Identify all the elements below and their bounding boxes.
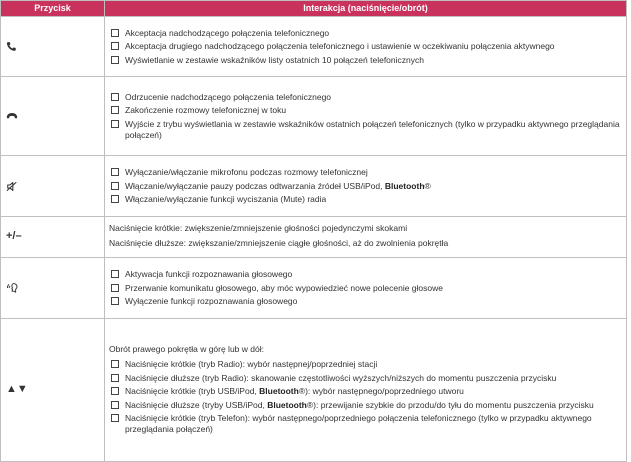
checkbox-square-icon [111,387,119,395]
volume-long-press-text: Naciśnięcie dłuższe: zwiększanie/zmniejszenie ciągłe głośności, aż do zwolnienia pokrętła [109,238,449,248]
list-item: Wyświetlanie w zestawie wskaźników listy ostatnich 10 połączeń telefonicznych [109,55,622,66]
list-item: Odrzucenie nadchodzącego połączenia telefonicznego [109,92,622,103]
volume-short-press-text: Naciśnięcie krótkie: zwiększenie/zmniejszenie głośności pojedynczymi skokami [109,223,408,234]
table-row-voice [1,258,627,319]
list-item: Akceptacja drugiego nadchodzącego połączenia telefonicznego i ustawienie w oczekiwaniu połączenia aktywnego [109,41,622,52]
checkbox-square-icon [111,297,119,305]
interaction-cell-voice [105,258,627,319]
button-cell-volume [1,217,105,258]
list-item: Naciśnięcie dłuższe (tryb Radio): skanowanie częstotliwości wyższych/niższych do momentu puszczenia przycisku [109,373,622,384]
table-row-call [1,17,627,77]
button-cell-mute [1,156,105,217]
list-item: Włączanie/wyłączanie funkcji wyciszania (Mute) radia [109,194,622,205]
list-item: Naciśnięcie krótkie (tryb Telefon): wybór następnego/poprzedniego połączenia telefonicznego (tylko w przypadku aktywnego przeglądania połączeń) [109,413,622,434]
interaction-cell-mute [105,156,627,217]
list-item: Naciśnięcie krótkie (tryb USB/iPod, Bluetooth®): wybór następnego/poprzedniego utworu [109,386,622,397]
button-cell-wheel [1,319,105,462]
list-item: Przerwanie komunikatu głosowego, aby móc wypowiedzieć nowe polecenie głosowe [109,283,622,294]
checkbox-square-icon [111,42,119,50]
volume-plus-minus-label: +/– [6,230,22,243]
button-cell-voice [1,258,105,319]
checkbox-square-icon [111,168,119,176]
list-item: Naciśnięcie dłuższe (tryby USB/iPod, Bluetooth®): przewijanie szybkie do przodu/do tyłu do momentu puszczenia przycisku [109,400,622,411]
list-item: Wyjście z trybu wyświetlania w zestawie wskaźników ostatnich połączeń telefonicznych (tylko w przypadku aktywnego przeglądania połączeń) [109,119,622,140]
list-item: Naciśnięcie krótkie (tryb Radio): wybór następnej/poprzedniej stacji [109,359,622,370]
list-item: Wyłączenie funkcji rozpoznawania głosowego [109,296,622,307]
checkbox-square-icon [111,414,119,422]
checkbox-square-icon [111,401,119,409]
interaction-cell-volume [105,217,627,258]
list-item: Aktywacja funkcji rozpoznawania głosowego [109,269,622,280]
list-item: Włączanie/wyłączanie pauzy podczas odtwarzania źródeł USB/iPod, Bluetooth® [109,181,622,192]
button-cell-call [1,17,105,77]
list-item: Wyłączanie/włączanie mikrofonu podczas rozmowy telefonicznej [109,167,622,178]
list-item: Akceptacja nadchodzącego połączenia telefonicznego [109,28,622,39]
mute-speaker-icon [6,181,104,192]
interaction-cell-wheel [105,319,627,462]
checkbox-square-icon [111,374,119,382]
up-down-arrows-icon: ▲▼ [6,383,28,396]
header-button-column: Przycisk [1,1,105,17]
interaction-cell-call [105,17,627,77]
table-header-row [1,1,627,17]
phone-hangup-icon [6,111,104,121]
table-row-volume [1,217,627,258]
table-row-mute [1,156,627,217]
header-interaction-column: Interakcja (naciśnięcie/obrót) [105,1,627,17]
checkbox-square-icon [111,93,119,101]
phone-pickup-icon [6,41,104,52]
wheel-intro-text: Obrót prawego pokrętła w górę lub w dół: [109,344,264,355]
checkbox-square-icon [111,284,119,292]
interaction-cell-hangup [105,77,627,156]
list-item: Zakończenie rozmowy telefonicznej w toku [109,105,622,116]
table-row-wheel [1,319,627,462]
checkbox-square-icon [111,120,119,128]
table-row-hangup [1,77,627,156]
checkbox-square-icon [111,29,119,37]
checkbox-square-icon [111,270,119,278]
checkbox-square-icon [111,195,119,203]
checkbox-square-icon [111,106,119,114]
voice-recognition-icon [6,282,104,294]
checkbox-square-icon [111,360,119,368]
checkbox-square-icon [111,182,119,190]
button-cell-hangup [1,77,105,156]
checkbox-square-icon [111,56,119,64]
